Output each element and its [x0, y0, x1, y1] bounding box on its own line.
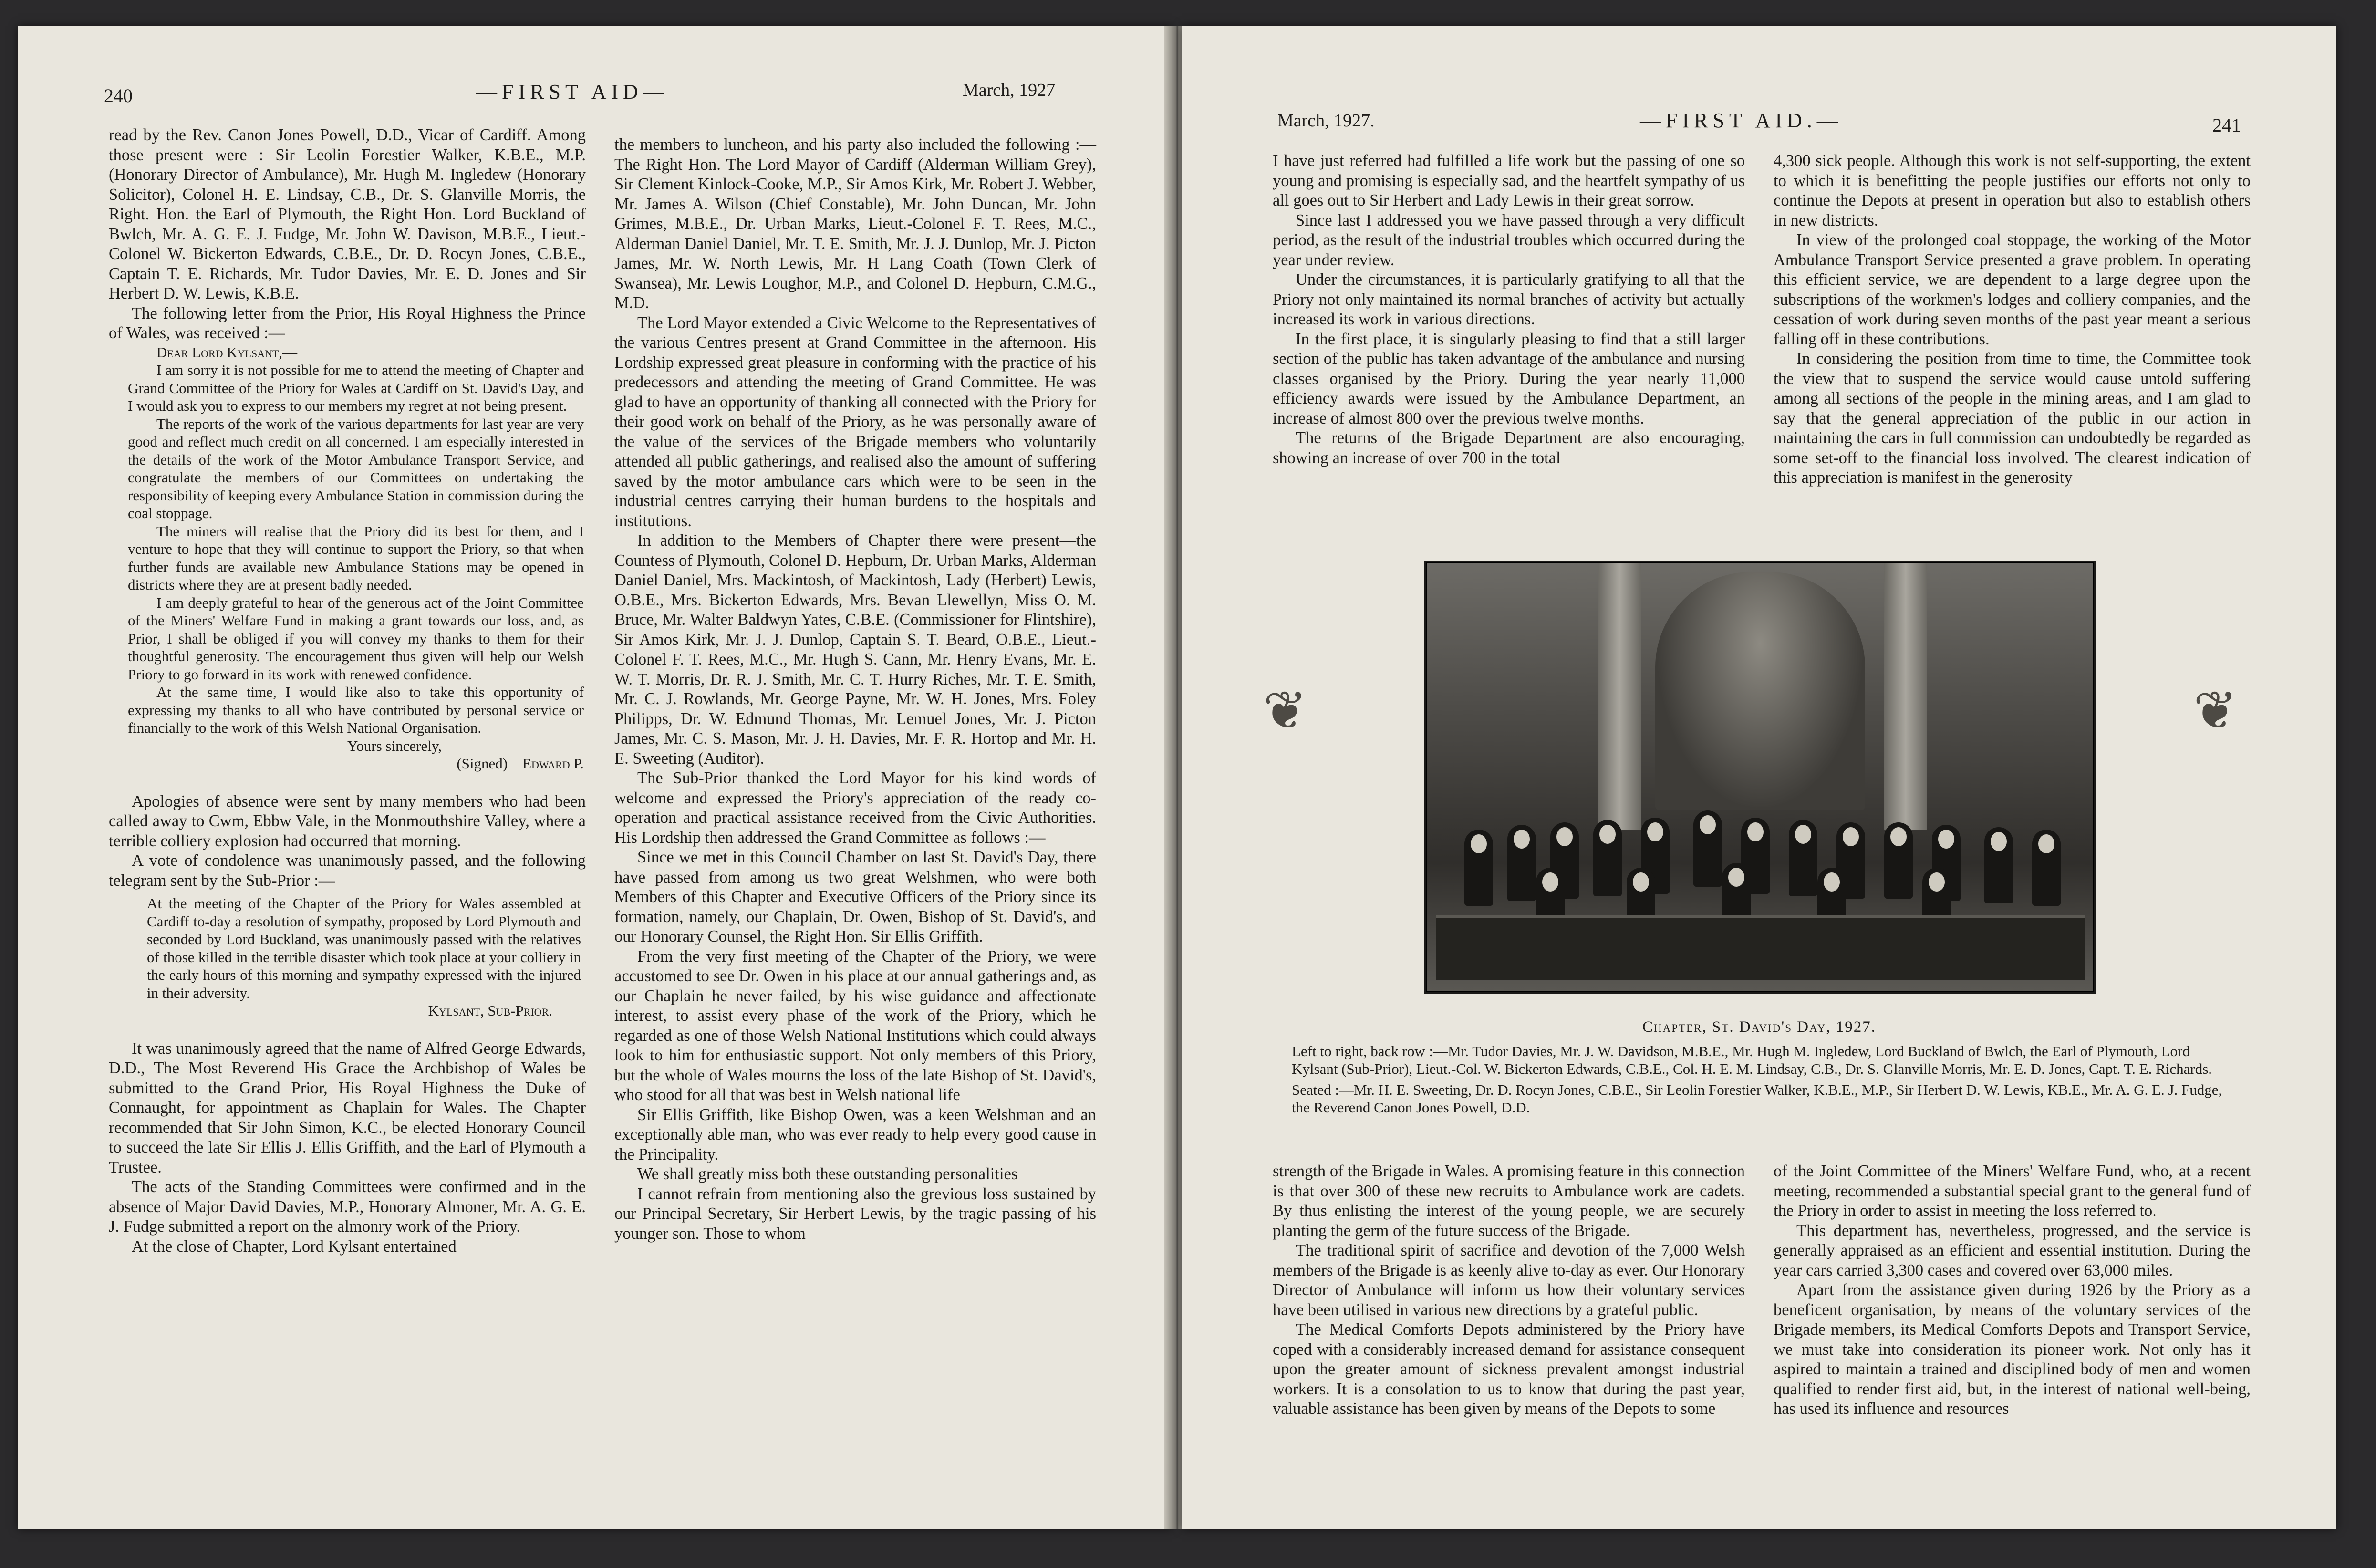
paragraph: It was unanimously agreed that the name of Alfred George Edwards, D.D., The Most Reverend His Grace the Archbishop of Wales be submitted to the Grand Prior, His Royal Highness the Duke of Connaught, for appointment as Chaplain for Wales. The Chapter recommended that Sir John Simon, K.C., be elected Honorary Council to succeed the late Sir Ellis J. Ellis Griffith, and the Earl of Plymouth a Trustee. [109, 1039, 586, 1176]
paragraph: Since we met in this Council Chamber on last St. David's Day, there have passed from among us two great Welshmen, who were both Members of this Chapter and Executive Officers of the Priory since its formation, namely, our Chaplain, Dr. Owen, Bishop of St. David's, and our Honorary Counsel, the Right Hon. Sir Ellis Griffith. [614, 848, 1096, 945]
issue-date: March, 1927. [1277, 111, 1375, 131]
caption-back-row: Left to right, back row :—Mr. Tudor Davies, Mr. J. W. Davidson, M.B.E., Mr. Hugh M. Ingledew, Lord Buckland of Bwlch, the Earl of Plymouth, Lord Kylsant (Sub-Prior), Lieut.-Col. W. Bickerton Edwards, C.B.E., Col. H. E. M. Lindsay, C.B., Dr. S. Glanville Morris, Mr. E. D. Jones, Capt. T. E. Richards. [1292, 1042, 2212, 1077]
photo-caption [1292, 1018, 2227, 1117]
paragraph: of the Joint Committee of the Miners' Welfare Fund, who, at a recent meeting, recommended a substantial special grant to the general fund of the Priory in order to assist in meeting the loss referred to. [1774, 1162, 2251, 1220]
paragraph: The Sub-Prior thanked the Lord Mayor for his kind words of welcome and expressed the Priory's appreciation of the ready co-operation and practical assistance received from the Civic Authorities. His Lordship then addressed the Grand Committee as follows :— [614, 769, 1096, 847]
page-number: 241 [2212, 114, 2241, 136]
right-column-1-bottom [1273, 1162, 1745, 1419]
paragraph: The Medical Comforts Depots administered by the Priory have coped with a considerably increased demand for assistance consequent upon the greater amount of sickness prevalent amongst industrial workers. It is a consolation to us to know that during the past year, valuable assistance has been given by means of the Depots to some [1273, 1320, 1745, 1418]
left-page [18, 26, 1172, 1529]
paragraph: The following letter from the Prior, His Royal Highness the Prince of Wales, was received :— [109, 304, 586, 342]
chapter-group-photograph [1424, 561, 2096, 994]
paragraph: In addition to the Members of Chapter there were present—the Countess of Plymouth, Colonel D. Hepburn, Dr. Urban Marks, Alderman Daniel Daniel, Mrs. Mackintosh, of Mackintosh, Lady (Herbert) Lewis, O.B.E., Mrs. Bickerton Edwards, Mrs. Bevan Llewellyn, Miss O. M. Bruce, Mr. Walter Baldwyn Yates, C.B.E. (Commissioner for Flintshire), Sir Amos Kirk, Mr. J. J. Dunlop, Captain S. T. Beard, O.B.E., Lieut.-Colonel F. T. Rees, M.C., Mr. Hugh S. Cann, Mr. Henry Evans, Mr. E. W. T. Morris, Dr. R. J. Smith, Mr. C. T. Hurry Riches, Mr. T. E. Smith, Mr. C. J. Rowlands, Mr. George Payne, Mr. W. H. Jones, Mrs. Foley Philipps, Dr. W. Edmund Thomas, Mr. Lemuel Jones, Mr. J. Picton James, Mr. C. S. Mason, Mr. J. H. Davies, Mr. F. R. Hortop and Mr. H. E. Sweeting (Auditor). [614, 531, 1096, 768]
letter-paragraph: I am sorry it is not possible for me to attend the meeting of Chapter and Grand Committee of the Priory for Wales at Cardiff on St. David's Day, and I would ask you to express to our members my regret at not being present. [128, 362, 584, 414]
paragraph: This department has, nevertheless, progressed, and the service is generally appraised as an efficient and essential institution. During the year cars carried 3,300 cases and covered over 63,000 miles. [1774, 1221, 2251, 1279]
letter-paragraph: The reports of the work of the various departments for last year are very good and reflect much credit on all concerned. I am especially interested in the details of the work of the Motor Ambulance Transport Service, and congratulate the members of our Committees on undertaking the responsibility of keeping every Ambulance Station in commission during the coal stoppage. [128, 415, 584, 521]
right-column-1-top [1273, 151, 1745, 468]
signed-label: (Signed) [457, 755, 508, 772]
right-column-2-bottom [1774, 1162, 2251, 1419]
paragraph: Under the circumstances, it is particularly gratifying to all that the Priory not only maintained its normal branches of activity but actually increased its work in various directions. [1273, 270, 1745, 328]
paragraph: The Lord Mayor extended a Civic Welcome to the Representatives of the various Centres present at Grand Committee in the afternoon. His Lordship expressed great pleasure in conforming with the practice of his predecessors and attending the meeting of Grand Committee. He was glad to have an opportunity of thanking all connected with the Priory for their good work on behalf of the Priory, as he was personally aware of the value of the services of the Brigade members who voluntarily attended all public gatherings, and realised also the amount of suffering saved by the motor ambulance cars which were to be seen in the industrial centres carrying their human burdens to the hospitals and institutions. [614, 313, 1096, 530]
issue-date: March, 1927 [963, 80, 1056, 100]
paragraph: I have just referred had fulfilled a life work but the passing of one so young and promising is especially sad, and the heartfelt sympathy of us all goes out to Sir Herbert and Lady Lewis in their great sorrow. [1273, 152, 1745, 209]
paragraph: In view of the prolonged coal stoppage, the working of the Motor Ambulance Transport Service presented a grave problem. In operating this efficient service, we are dependent to a large degree upon the subscriptions of the workmen's lodges and colliery companies, and the cessation of work during seven months of the past year meant a serious falling off in these contributions. [1774, 231, 2251, 348]
running-title: —FIRST AID— [476, 80, 669, 104]
right-page-header [1182, 80, 2336, 136]
left-page-header [18, 80, 1172, 113]
paragraph: In considering the position from time to time, the Committee took the view that to suspend the service would cause untold suffering among all sections of the people in the mining areas, and I am glad to say that the general appreciation of the public in our action in maintaining the cars in full commission can undoubtedly be regarded as some set-off to the financial loss involved. The clearest indication of this appreciation is manifest in the generosity [1774, 350, 2251, 487]
left-column-2 [614, 135, 1096, 1244]
caption-title: Chapter, St. David's Day, 1927. [1642, 1018, 1876, 1036]
scroll-ornament-icon: ❦ [1263, 682, 1307, 740]
paragraph: read by the Rev. Canon Jones Powell, D.D., Vicar of Cardiff. Among those present were : Sir Leolin Forestier Walker, K.B.E., M.P. (Honorary Director of Ambulance), Mr. Hugh M. Ingledew (Honorary Solicitor), Colonel H. E. Lindsay, C.B., Dr. S. Glanville Morris, the Right. Hon. the Earl of Plymouth, the Right Hon. Lord Buckland of Bwlch, Mr. A. G. E. J. Fudge, Mr. John W. Davison, M.B.E., Lieut.-Colonel W. Bickerton Edwards, C.B.E., Dr. D. Rocyn Jones, C.B.E., Captain T. E. Richards, Mr. Tudor Davies, Mr. E. D. Jones and Sir Herbert D. W. Lewis, K.B.E. [109, 126, 586, 302]
prince-letter [109, 343, 586, 773]
letter-closing: Yours sincerely, [347, 737, 442, 754]
paragraph: From the very first meeting of the Chapter of the Priory, we were accustomed to see Dr. Owen in his place at our annual gatherings and, as our Chaplain he never failed, by his wise guidance and affectionate interest, to assist every phase of the work of the Priory, which he regarded as one of those Welsh National Institutions which could always look to him for enthusiastic support. Not only members of this Priory, but the whole of Wales mourns the loss of the late Bishop of St. David's, who stood for all that was best in Welsh national life [614, 947, 1096, 1104]
telegram-signature [147, 1002, 581, 1020]
paragraph: The traditional spirit of sacrifice and devotion of the 7,000 Welsh members of the Brigade is as keenly alive to-day as ever. Our Honorary Director of Ambulance will inform us how their voluntary services have been utilised in various new directions by a grateful public. [1273, 1241, 1745, 1319]
right-page [1182, 26, 2336, 1529]
signer-name: Edward P. [522, 755, 584, 772]
running-title: —FIRST AID.— [1640, 109, 1843, 132]
paragraph: The acts of the Standing Committees were confirmed and in the absence of Major David Davies, M.P., Honorary Almoner, Mr. A. G. E. J. Fudge submitted a report on the almonry work of the Priory. [109, 1178, 586, 1236]
paragraph: We shall greatly miss both these outstanding personalities [637, 1165, 1018, 1183]
letter-signature [128, 755, 584, 773]
letter-paragraph: At the same time, I would like also to take this opportunity of expressing my thanks to all who have contributed by personal service or financially to the work of this Welsh National Organisation. [128, 684, 584, 736]
letter-salutation: Dear Lord Kylsant,— [156, 343, 298, 361]
right-column-2-top [1774, 151, 2251, 488]
caption-seated: Seated :—Mr. H. E. Sweeting, Dr. D. Rocyn Jones, C.B.E., Sir Leolin Forestier Walker, K.B.E., M.P., Sir Herbert D. W. Lewis, KB.E., Mr. A. G. E. J. Fudge, the Reverend Canon Jones Powell, D.D. [1292, 1081, 2222, 1116]
scroll-ornament-icon: ❦ [2193, 682, 2238, 740]
paragraph: the members to luncheon, and his party also included the following :—The Right Hon. The Lord Mayor of Cardiff (Alderman William Grey), Sir Clement Kinlock-Cooke, M.P., Sir Amos Kirk, Mr. Robert J. Webber, Mr. James A. Wilson (Chief Constable), Mr. John Duncan, Mr. John Grimes, M.B.E., Dr. Urban Marks, Lieut.-Colonel F. T. Rees, M.C., Alderman Daniel Daniel, Mr. T. E. Smith, Mr. J. J. Dunlop, Mr. J. Picton James, Mr. W. North Lewis, Mr. H Lang Coath (Town Clerk of Swansea), Mr. Lewis Loughor, M.P., and Colonel D. Hepburn, C.M.G., M.D. [614, 135, 1096, 312]
telegram [109, 894, 586, 1020]
page-number: 240 [104, 85, 133, 106]
telegram-signer: Kylsant, Sub-Prior. [428, 1002, 552, 1019]
letter-paragraph: The miners will realise that the Priory did its best for them, and I venture to hope that they will continue to support the Priory, so that when further funds are available new Ambulance Stations may be opened in districts where they are at present badly needed. [128, 522, 584, 593]
paragraph: Apologies of absence were sent by many members who had been called away to Cwm, Ebbw Vale, in the Monmouthshire Valley, where a terrible colliery explosion had occurred that morning. [109, 792, 586, 850]
paragraph: In the first place, it is singularly pleasing to find that a still larger section of the public has taken advantage of the ambulance and nursing classes organised by the Priory. During the year nearly 11,000 efficiency awards were issued by the Ambulance Department, an increase of almost 800 over the previous twelve months. [1273, 330, 1745, 427]
letter-paragraph: I am deeply grateful to hear of the generous act of the Joint Committee of the Miners' Welfare Fund in making a grant towards our loss, and, as Prior, I shall be obliged if you will convey my thanks to them for their thoughtful generosity. The encouragement thus given will help our Welsh Priory to go forward in its work with renewed confidence. [128, 594, 584, 683]
left-column-1 [109, 125, 586, 1256]
paragraph: strength of the Brigade in Wales. A promising feature in this connection is that over 300 of these new recruits to Ambulance work are cadets. By thus enlisting the interest of the young people, we are securely planting the germ of the future success of the Brigade. [1273, 1162, 1745, 1240]
paragraph: Apart from the assistance given during 1926 by the Priory as a beneficent organisation, by means of the voluntary services of the Brigade members, its Medical Comforts Depots and Transport Service, we must take into consideration its pioneer work. Not only has it aspired to maintain a trained and disciplined body of men and women qualified to render first aid, but, in the interest of national well-being, has used its influence and resources [1774, 1281, 2251, 1418]
paragraph: The returns of the Brigade Department are also encouraging, showing an increase of over 700 in the total [1273, 429, 1745, 467]
paragraph: I cannot refrain from mentioning also the grevious loss sustained by our Principal Secretary, Sir Herbert Lewis, by the tragic passing of his younger son. Those to whom [614, 1184, 1096, 1243]
paragraph: At the close of Chapter, Lord Kylsant entertained [132, 1237, 457, 1256]
paragraph: 4,300 sick people. Although this work is not self-supporting, the extent to which it is benefitting the people justifies our efforts not only to continue the Depots at present in operation but also to establish others in new districts. [1774, 152, 2251, 229]
paragraph: Since last I addressed you we have passed through a very difficult period, as the result of the industrial troubles which occurred during the year under review. [1273, 211, 1745, 269]
paragraph: Sir Ellis Griffith, like Bishop Owen, was a keen Welshman and an exceptionally able man, who was ever ready to help every good cause in the Principality. [614, 1105, 1096, 1163]
telegram-text: At the meeting of the Chapter of the Priory for Wales assembled at Cardiff to-day a resolution of sympathy, proposed by Lord Plymouth and seconded by Lord Buckland, was unanimously passed with the relatives of those killed in the terrible disaster which took place at your colliery in the early hours of this morning and sympathy expressed with the injured in their adversity. [147, 895, 581, 1001]
paragraph: A vote of condolence was unanimously passed, and the following telegram sent by the Sub-Prior :— [109, 851, 586, 890]
